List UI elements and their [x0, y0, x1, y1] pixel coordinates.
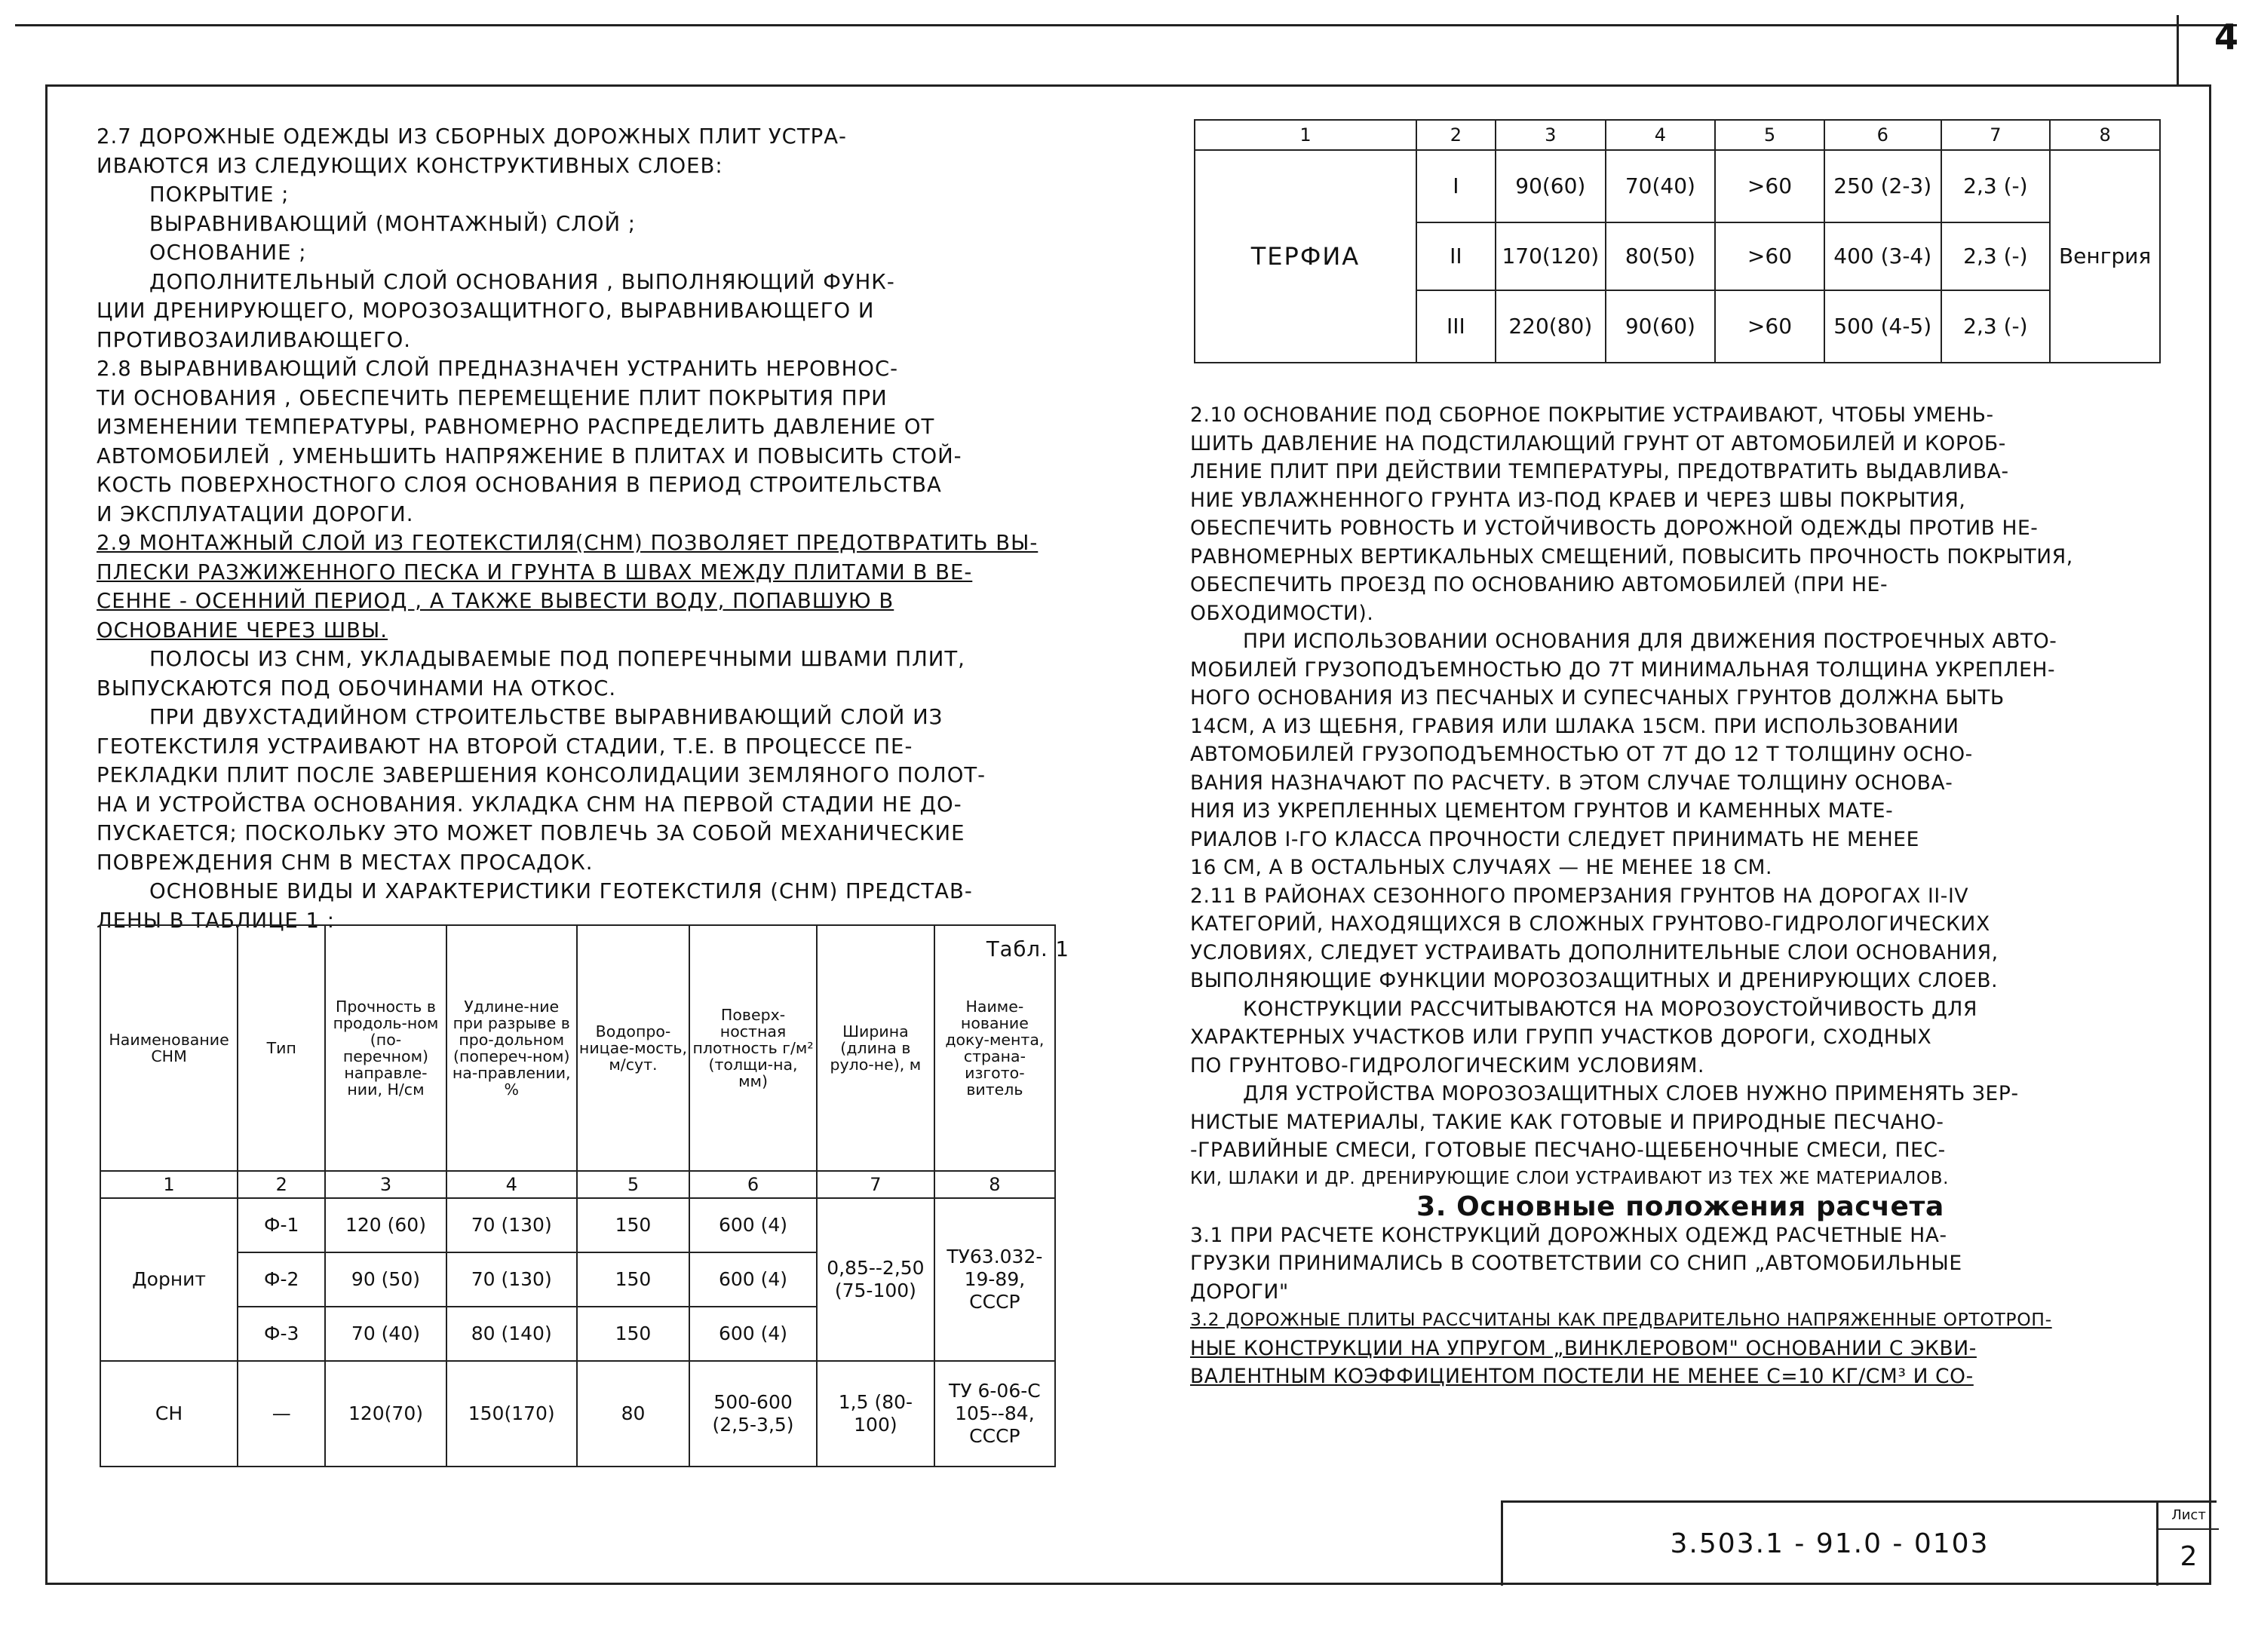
- table-header-cell: Удлине-ние при разрыве в про-дольном (попереч-ном) на-правлении, %: [446, 925, 577, 1171]
- table-cell: 80: [577, 1361, 689, 1467]
- text-line: ОСНОВАНИЕ ЧЕРЕЗ ШВЫ.: [97, 618, 388, 642]
- text-line: ШИТЬ ДАВЛЕНИЕ НА ПОДСТИЛАЮЩИЙ ГРУНТ ОТ АВТОМОБИЛЕЙ И КОРОБ-: [1190, 431, 2006, 455]
- table-header-row: [100, 925, 1055, 1171]
- text-line: МОБИЛЕЙ ГРУЗОПОДЪЕМНОСТЬЮ ДО 7Т МИНИМАЛЬНАЯ ТОЛЩИНА УКРЕПЛЕН-: [1190, 657, 2056, 682]
- left-column: [97, 122, 1069, 964]
- column-number: 1: [1195, 120, 1416, 150]
- table-cell: 2,3 (-): [1941, 150, 2051, 222]
- table-cell: 150(170): [446, 1361, 577, 1467]
- material-name: Дорнит: [100, 1198, 238, 1361]
- text-line: ОСНОВНЫЕ ВИДЫ И ХАРАКТЕРИСТИКИ ГЕОТЕКСТИЛЯ (СНМ) ПРЕДСТАВ-: [149, 879, 973, 903]
- right-column: [1190, 401, 2171, 1391]
- text-line: ПО ГРУНТОВО-ГИДРОЛОГИЧЕСКИМ УСЛОВИЯМ.: [1190, 1053, 1705, 1077]
- text-line: НИСТЫЕ МАТЕРИАЛЫ, ТАКИЕ КАК ГОТОВЫЕ И ПРИРОДНЫЕ ПЕСЧАНО-: [1190, 1110, 1944, 1134]
- sheet-box: [2156, 1503, 2219, 1586]
- table-cell: III: [1416, 290, 1496, 363]
- table-cell: ТУ 6-06-С 105--84, СССР: [934, 1361, 1055, 1467]
- title-block: [1501, 1500, 2217, 1586]
- text-line: КАТЕГОРИЙ, НАХОДЯЩИХСЯ В СЛОЖНЫХ ГРУНТОВО-ГИДРОЛОГИЧЕСКИХ: [1190, 912, 1990, 936]
- text-line: 16 СМ, А В ОСТАЛЬНЫХ СЛУЧАЯХ — НЕ МЕНЕЕ 18 СМ.: [1190, 856, 1773, 879]
- column-number: 2: [1416, 120, 1496, 150]
- table-row: [1195, 150, 2160, 222]
- table-header-cell: Поверх-ностная плотность г/м² (толщи-на, мм): [689, 925, 817, 1171]
- column-number: 6: [1824, 120, 1941, 150]
- sheet-label: Лист: [2158, 1503, 2219, 1530]
- column-number: 4: [446, 1171, 577, 1198]
- text-line: ПОКРЫТИЕ ;: [149, 182, 290, 207]
- text-line: ЛЕНЫ В ТАБЛИЦЕ 1 :: [97, 908, 336, 933]
- table-cell: 0,85--2,50 (75-100): [817, 1198, 934, 1361]
- text-line: ВЫРАВНИВАЮЩИЙ (МОНТАЖНЫЙ) СЛОЙ ;: [149, 211, 637, 236]
- table-cell: 500-600 (2,5-3,5): [689, 1361, 817, 1467]
- text-line: НИЕ УВЛАЖНЕННОГО ГРУНТА ИЗ-ПОД КРАЕВ И ЧЕРЕЗ ШВЫ ПОКРЫТИЯ,: [1190, 488, 1966, 512]
- table-cell: 600 (4): [689, 1307, 817, 1361]
- table-cell: 80(50): [1606, 222, 1715, 290]
- top-rule: [15, 24, 2237, 26]
- table-header-cell: Наиме-нование доку-мента, страна-изгото-витель: [934, 925, 1055, 1171]
- text-line: 2.8 ВЫРАВНИВАЮЩИЙ СЛОЙ ПРЕДНАЗНАЧЕН УСТРАНИТЬ НЕРОВНОС-: [97, 357, 899, 381]
- table-cell: 2,3 (-): [1941, 290, 2051, 363]
- text-line: НЫЕ КОНСТРУКЦИИ НА УПРУГОМ „ВИНКЛЕРОВОМ" ОСНОВАНИИ С ЭКВИ-: [1190, 1336, 1977, 1360]
- table-cell: I: [1416, 150, 1496, 222]
- table-cell: ТУ63.032-19-89, СССР: [934, 1198, 1055, 1361]
- column-number-row: [1195, 120, 2160, 150]
- text-line: ИВАЮТСЯ ИЗ СЛЕДУЮЩИХ КОНСТРУКТИВНЫХ СЛОЕВ:: [97, 153, 723, 178]
- table-cell: 150: [577, 1307, 689, 1361]
- table-cell: 120(70): [325, 1361, 446, 1467]
- table-cell: 1,5 (80-100): [817, 1361, 934, 1467]
- column-number: 6: [689, 1171, 817, 1198]
- text-line: ХАРАКТЕРНЫХ УЧАСТКОВ ИЛИ ГРУПП УЧАСТКОВ ДОРОГИ, СХОДНЫХ: [1190, 1025, 1932, 1049]
- text-line: ПУСКАЕТСЯ; ПОСКОЛЬКУ ЭТО МОЖЕТ ПОВЛЕЧЬ ЗА СОБОЙ МЕХАНИЧЕСКИЕ: [97, 821, 965, 845]
- text-line: 3.1 ПРИ РАСЧЕТЕ КОНСТРУКЦИЙ ДОРОЖНЫХ ОДЕЖД РАСЧЕТНЫЕ НА-: [1190, 1223, 1947, 1247]
- text-line: ВЫПУСКАЮТСЯ ПОД ОБОЧИНАМИ НА ОТКОС.: [97, 676, 617, 700]
- table-cell: 600 (4): [689, 1198, 817, 1252]
- material-name: СН: [100, 1361, 238, 1467]
- text-line: ОБЕСПЕЧИТЬ РОВНОСТЬ И УСТОЙЧИВОСТЬ ДОРОЖНОЙ ОДЕЖДЫ ПРОТИВ НЕ-: [1190, 516, 2039, 540]
- table-cell: 150: [577, 1198, 689, 1252]
- text-line: АВТОМОБИЛЕЙ ГРУЗОПОДЪЕМНОСТЬЮ ОТ 7Т ДО 12 Т ТОЛЩИНУ ОСНО-: [1190, 743, 1973, 766]
- text-line: 2.10 ОСНОВАНИЕ ПОД СБОРНОЕ ПОКРЫТИЕ УСТРАИВАЮТ, ЧТОБЫ УМЕНЬ-: [1190, 403, 1994, 427]
- text-line: 2.7 ДОРОЖНЫЕ ОДЕЖДЫ ИЗ СБОРНЫХ ДОРОЖНЫХ ПЛИТ УСТРА-: [97, 124, 847, 149]
- text-line: ИЗМЕНЕНИИ ТЕМПЕРАТУРЫ, РАВНОМЕРНО РАСПРЕДЕЛИТЬ ДАВЛЕНИЕ ОТ: [97, 415, 935, 439]
- text-line: ПОВРЕЖДЕНИЯ СНМ В МЕСТАХ ПРОСАДОК.: [97, 850, 594, 875]
- text-line: СЕННЕ - ОСЕННИЙ ПЕРИОД , А ТАКЖЕ ВЫВЕСТИ ВОДУ, ПОПАВШУЮ В: [97, 589, 894, 613]
- text-line: ВАНИЯ НАЗНАЧАЮТ ПО РАСЧЕТУ. В ЭТОМ СЛУЧАЕ ТОЛЩИНУ ОСНОВА-: [1190, 771, 1953, 795]
- text-line: ПОЛОСЫ ИЗ СНМ, УКЛАДЫВАЕМЫЕ ПОД ПОПЕРЕЧНЫМИ ШВАМИ ПЛИТ,: [149, 647, 965, 671]
- text-line: ОСНОВАНИЕ ;: [149, 241, 307, 265]
- text-line: ПРИ ИСПОЛЬЗОВАНИИ ОСНОВАНИЯ ДЛЯ ДВИЖЕНИЯ ПОСТРОЕЧНЫХ АВТО-: [1243, 630, 2057, 653]
- table-header-cell: Наименование СНМ: [100, 925, 238, 1171]
- table-cell: 90 (50): [325, 1252, 446, 1307]
- text-line: ДОРОГИ": [1190, 1280, 1289, 1304]
- table-cell: —: [238, 1361, 325, 1467]
- text-line: НОГО ОСНОВАНИЯ ИЗ ПЕСЧАНЫХ И СУПЕСЧАНЫХ ГРУНТОВ ДОЛЖНА БЫТЬ: [1190, 686, 2005, 710]
- text-line: НИЯ ИЗ УКРЕПЛЕННЫХ ЦЕМЕНТОМ ГРУНТОВ И КАМЕННЫХ МАТЕ-: [1190, 799, 1894, 823]
- text-line: ПРИ ДВУХСТАДИЙНОМ СТРОИТЕЛЬСТВЕ ВЫРАВНИВАЮЩИЙ СЛОЙ ИЗ: [149, 705, 943, 729]
- text-line: 14СМ, А ИЗ ЩЕБНЯ, ГРАВИЯ ИЛИ ШЛАКА 15СМ. ПРИ ИСПОЛЬЗОВАНИИ: [1190, 714, 1959, 738]
- table-cell: 70(40): [1606, 150, 1715, 222]
- text-line: ДОПОЛНИТЕЛЬНЫЙ СЛОЙ ОСНОВАНИЯ , ВЫПОЛНЯЮЩИЙ ФУНК-: [149, 269, 895, 294]
- table-header-cell: Водопро-ницае-мость, м/сут.: [577, 925, 689, 1171]
- text-line: 2.11 В РАЙОНАХ СЕЗОННОГО ПРОМЕРЗАНИЯ ГРУНТОВ НА ДОРОГАХ II-IV: [1190, 884, 1969, 908]
- geotextile-table: [100, 924, 1056, 1467]
- column-number: 8: [2050, 120, 2160, 150]
- column-number-row: [100, 1171, 1055, 1198]
- table-cell: 170(120): [1496, 222, 1606, 290]
- table-cell: Венгрия: [2050, 150, 2160, 363]
- column-number: 8: [934, 1171, 1055, 1198]
- text-line: ОБЕСПЕЧИТЬ ПРОЕЗД ПО ОСНОВАНИЮ АВТОМОБИЛЕЙ (ПРИ НЕ-: [1190, 573, 1888, 596]
- table-cell: >60: [1715, 222, 1824, 290]
- text-line: ГЕОТЕКСТИЛЯ УСТРАИВАЮТ НА ВТОРОЙ СТАДИИ, Т.Е. В ПРОЦЕССЕ ПЕ-: [97, 734, 913, 759]
- column-number: 7: [817, 1171, 934, 1198]
- column-number: 5: [577, 1171, 689, 1198]
- table-cell: 500 (4-5): [1824, 290, 1941, 363]
- table-header-cell: Тип: [238, 925, 325, 1171]
- terfia-table: [1194, 119, 2161, 363]
- text-line: РЕКЛАДКИ ПЛИТ ПОСЛЕ ЗАВЕРШЕНИЯ КОНСОЛИДАЦИИ ЗЕМЛЯНОГО ПОЛОТ-: [97, 763, 986, 787]
- table-row: [100, 1361, 1055, 1467]
- text-line: 3.2 ДОРОЖНЫЕ ПЛИТЫ РАССЧИТАНЫ КАК ПРЕДВАРИТЕЛЬНО НАПРЯЖЕННЫЕ ОРТОТРОП-: [1190, 1309, 2052, 1330]
- table-cell: Ф-2: [238, 1252, 325, 1307]
- table-cell: 70 (130): [446, 1198, 577, 1252]
- text-line: ОБХОДИМОСТИ).: [1190, 601, 1374, 625]
- text-line: ВЫПОЛНЯЮЩИЕ ФУНКЦИИ МОРОЗОЗАЩИТНЫХ И ДРЕНИРУЮЩИХ СЛОЕВ.: [1190, 969, 1999, 992]
- text-line: ПЛЕСКИ РАЗЖИЖЕННОГО ПЕСКА И ГРУНТА В ШВАХ МЕЖДУ ПЛИТАМИ В ВЕ-: [97, 559, 973, 584]
- text-line: ВАЛЕНТНЫМ КОЭФФИЦИЕНТОМ ПОСТЕЛИ НЕ МЕНЕЕ С=10 КГ/СМ³ И СО-: [1190, 1365, 1974, 1388]
- text-line: ДЛЯ УСТРОЙСТВА МОРОЗОЗАЩИТНЫХ СЛОЕВ НУЖНО ПРИМЕНЯТЬ ЗЕР-: [1243, 1082, 2019, 1105]
- table-row: [100, 1198, 1055, 1252]
- text-line: РИАЛОВ I-ГО КЛАССА ПРОЧНОСТИ СЛЕДУЕТ ПРИНИМАТЬ НЕ МЕНЕЕ: [1190, 827, 1919, 851]
- text-line: КОНСТРУКЦИИ РАССЧИТЫВАЮТСЯ НА МОРОЗОУСТОЙЧИВОСТЬ ДЛЯ: [1243, 997, 1977, 1021]
- text-line: НА И УСТРОЙСТВА ОСНОВАНИЯ. УКЛАДКА СНМ НА ПЕРВОЙ СТАДИИ НЕ ДО-: [97, 792, 962, 817]
- table-cell: 90(60): [1606, 290, 1715, 363]
- text-line: ПРОТИВОЗАИЛИВАЮЩЕГО.: [97, 327, 412, 352]
- text-line: ЛЕНИЕ ПЛИТ ПРИ ДЕЙСТВИИ ТЕМПЕРАТУРЫ, ПРЕДОТВРАТИТЬ ВЫДАВЛИВА-: [1190, 460, 2009, 483]
- table-cell: 80 (140): [446, 1307, 577, 1361]
- text-line: ТИ ОСНОВАНИЯ , ОБЕСПЕЧИТЬ ПЕРЕМЕЩЕНИЕ ПЛИТ ПОКРЫТИЯ ПРИ: [97, 385, 888, 410]
- table-label: Табл. 1: [986, 937, 1069, 961]
- table-cell: >60: [1715, 290, 1824, 363]
- text-line: И ЭКСПЛУАТАЦИИ ДОРОГИ.: [97, 501, 414, 526]
- column-number: 4: [1606, 120, 1715, 150]
- table-cell: 90(60): [1496, 150, 1606, 222]
- table-cell: 70 (130): [446, 1252, 577, 1307]
- table-cell: Ф-1: [238, 1198, 325, 1252]
- table-header-cell: Прочность в продоль-ном (по-перечном) направле-нии, Н/см: [325, 925, 446, 1171]
- text-line: ЦИИ ДРЕНИРУЮЩЕГО, МОРОЗОЗАЩИТНОГО, ВЫРАВНИВАЮЩЕГО И: [97, 299, 875, 323]
- text-line: ГРУЗКИ ПРИНИМАЛИСЬ В СООТВЕТСТВИИ СО СНИП „АВТОМОБИЛЬНЫЕ: [1190, 1252, 1962, 1275]
- table-cell: 70 (40): [325, 1307, 446, 1361]
- text-line: КИ, ШЛАКИ И ДР. ДРЕНИРУЮЩИЕ СЛОИ УСТРАИВАЮТ ИЗ ТЕХ ЖЕ МАТЕРИАЛОВ.: [1190, 1168, 1949, 1188]
- table-cell: Ф-3: [238, 1307, 325, 1361]
- table-cell: >60: [1715, 150, 1824, 222]
- table-cell: 150: [577, 1252, 689, 1307]
- table-cell: 250 (2-3): [1824, 150, 1941, 222]
- sheet-number: 2: [2180, 1541, 2198, 1572]
- text-line: 2.9 МОНТАЖНЫЙ СЛОЙ ИЗ ГЕОТЕКСТИЛЯ(СНМ) ПОЗВОЛЯЕТ ПРЕДОТВРАТИТЬ ВЫ-: [97, 531, 1039, 555]
- text-line: УСЛОВИЯХ, СЛЕДУЕТ УСТРАИВАТЬ ДОПОЛНИТЕЛЬНЫЕ СЛОИ ОСНОВАНИЯ,: [1190, 940, 1999, 964]
- page-corner-number: 4: [2214, 17, 2238, 57]
- text-line: РАВНОМЕРНЫХ ВЕРТИКАЛЬНЫХ СМЕЩЕНИЙ, ПОВЫСИТЬ ПРОЧНОСТЬ ПОКРЫТИЯ,: [1190, 544, 2073, 569]
- table-cell: 600 (4): [689, 1252, 817, 1307]
- table-cell: 400 (3-4): [1824, 222, 1941, 290]
- table-cell: II: [1416, 222, 1496, 290]
- column-number: 2: [238, 1171, 325, 1198]
- table-cell: 120 (60): [325, 1198, 446, 1252]
- table-cell: 220(80): [1496, 290, 1606, 363]
- table-cell: 2,3 (-): [1941, 222, 2051, 290]
- table-header-cell: Ширина (длина в руло-не), м: [817, 925, 934, 1171]
- text-line: КОСТЬ ПОВЕРХНОСТНОГО СЛОЯ ОСНОВАНИЯ В ПЕРИОД СТРОИТЕЛЬСТВА: [97, 473, 942, 497]
- column-number: 7: [1941, 120, 2051, 150]
- document-code: 3.503.1 - 91.0 - 0103: [1670, 1528, 1990, 1559]
- column-number: 3: [325, 1171, 446, 1198]
- column-number: 5: [1715, 120, 1824, 150]
- material-name: ТЕРФИА: [1195, 150, 1416, 363]
- corner-rule: [2177, 15, 2179, 84]
- text-line: АВТОМОБИЛЕЙ , УМЕНЬШИТЬ НАПРЯЖЕНИЕ В ПЛИТАХ И ПОВЫСИТЬ СТОЙ-: [97, 443, 962, 468]
- section-heading: 3. Основные положения расчета: [1416, 1191, 1944, 1222]
- column-number: 1: [100, 1171, 238, 1198]
- text-line: -ГРАВИЙНЫЕ СМЕСИ, ГОТОВЫЕ ПЕСЧАНО-ЩЕБЕНОЧНЫЕ СМЕСИ, ПЕС-: [1190, 1139, 1946, 1162]
- column-number: 3: [1496, 120, 1606, 150]
